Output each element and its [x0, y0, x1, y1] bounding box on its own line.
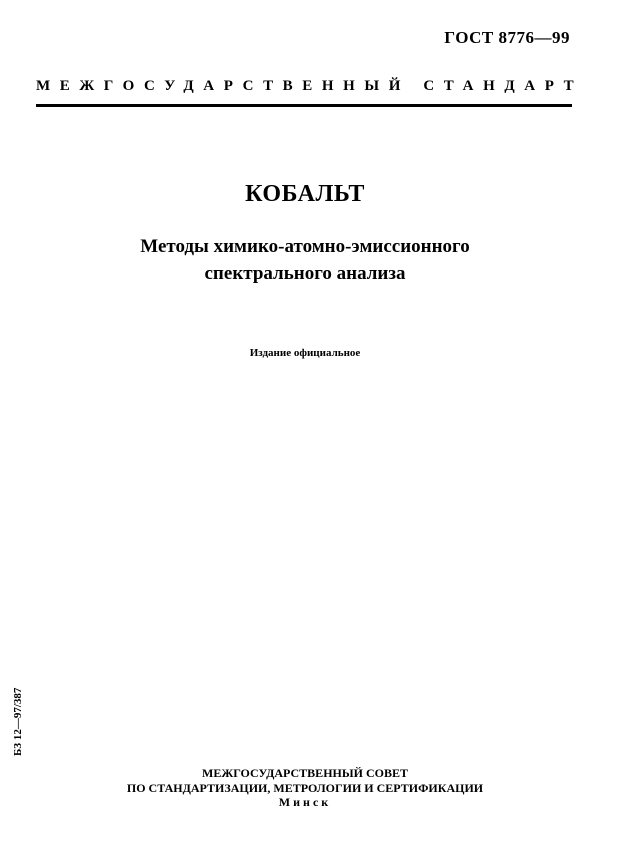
header-rule — [36, 104, 572, 107]
edition-note: Издание официальное — [249, 347, 361, 359]
standard-code: ГОСТ 8776—99 — [444, 28, 570, 47]
publisher-city: Минск — [278, 795, 332, 809]
margin-registration-note: БЗ 12—97/387 — [12, 687, 24, 756]
subtitle-line-2: спектрального анализа — [204, 263, 406, 284]
publisher-line-1: МЕЖГОСУДАРСТВЕННЫЙ СОВЕТ — [202, 766, 408, 780]
publisher-line-2: ПО СТАНДАРТИЗАЦИИ, МЕТРОЛОГИИ И СЕРТИФИКАЦИИ — [126, 780, 484, 795]
document-subtitle — [0, 233, 610, 287]
subtitle-line-1: Методы химико-атомно-эмиссионного — [140, 236, 470, 257]
standard-type-heading: МЕЖГОСУДАРСТВЕННЫЙ СТАНДАРТ — [36, 78, 584, 94]
publisher-block — [0, 766, 610, 810]
document-title: КОБАЛЬТ — [245, 181, 365, 207]
